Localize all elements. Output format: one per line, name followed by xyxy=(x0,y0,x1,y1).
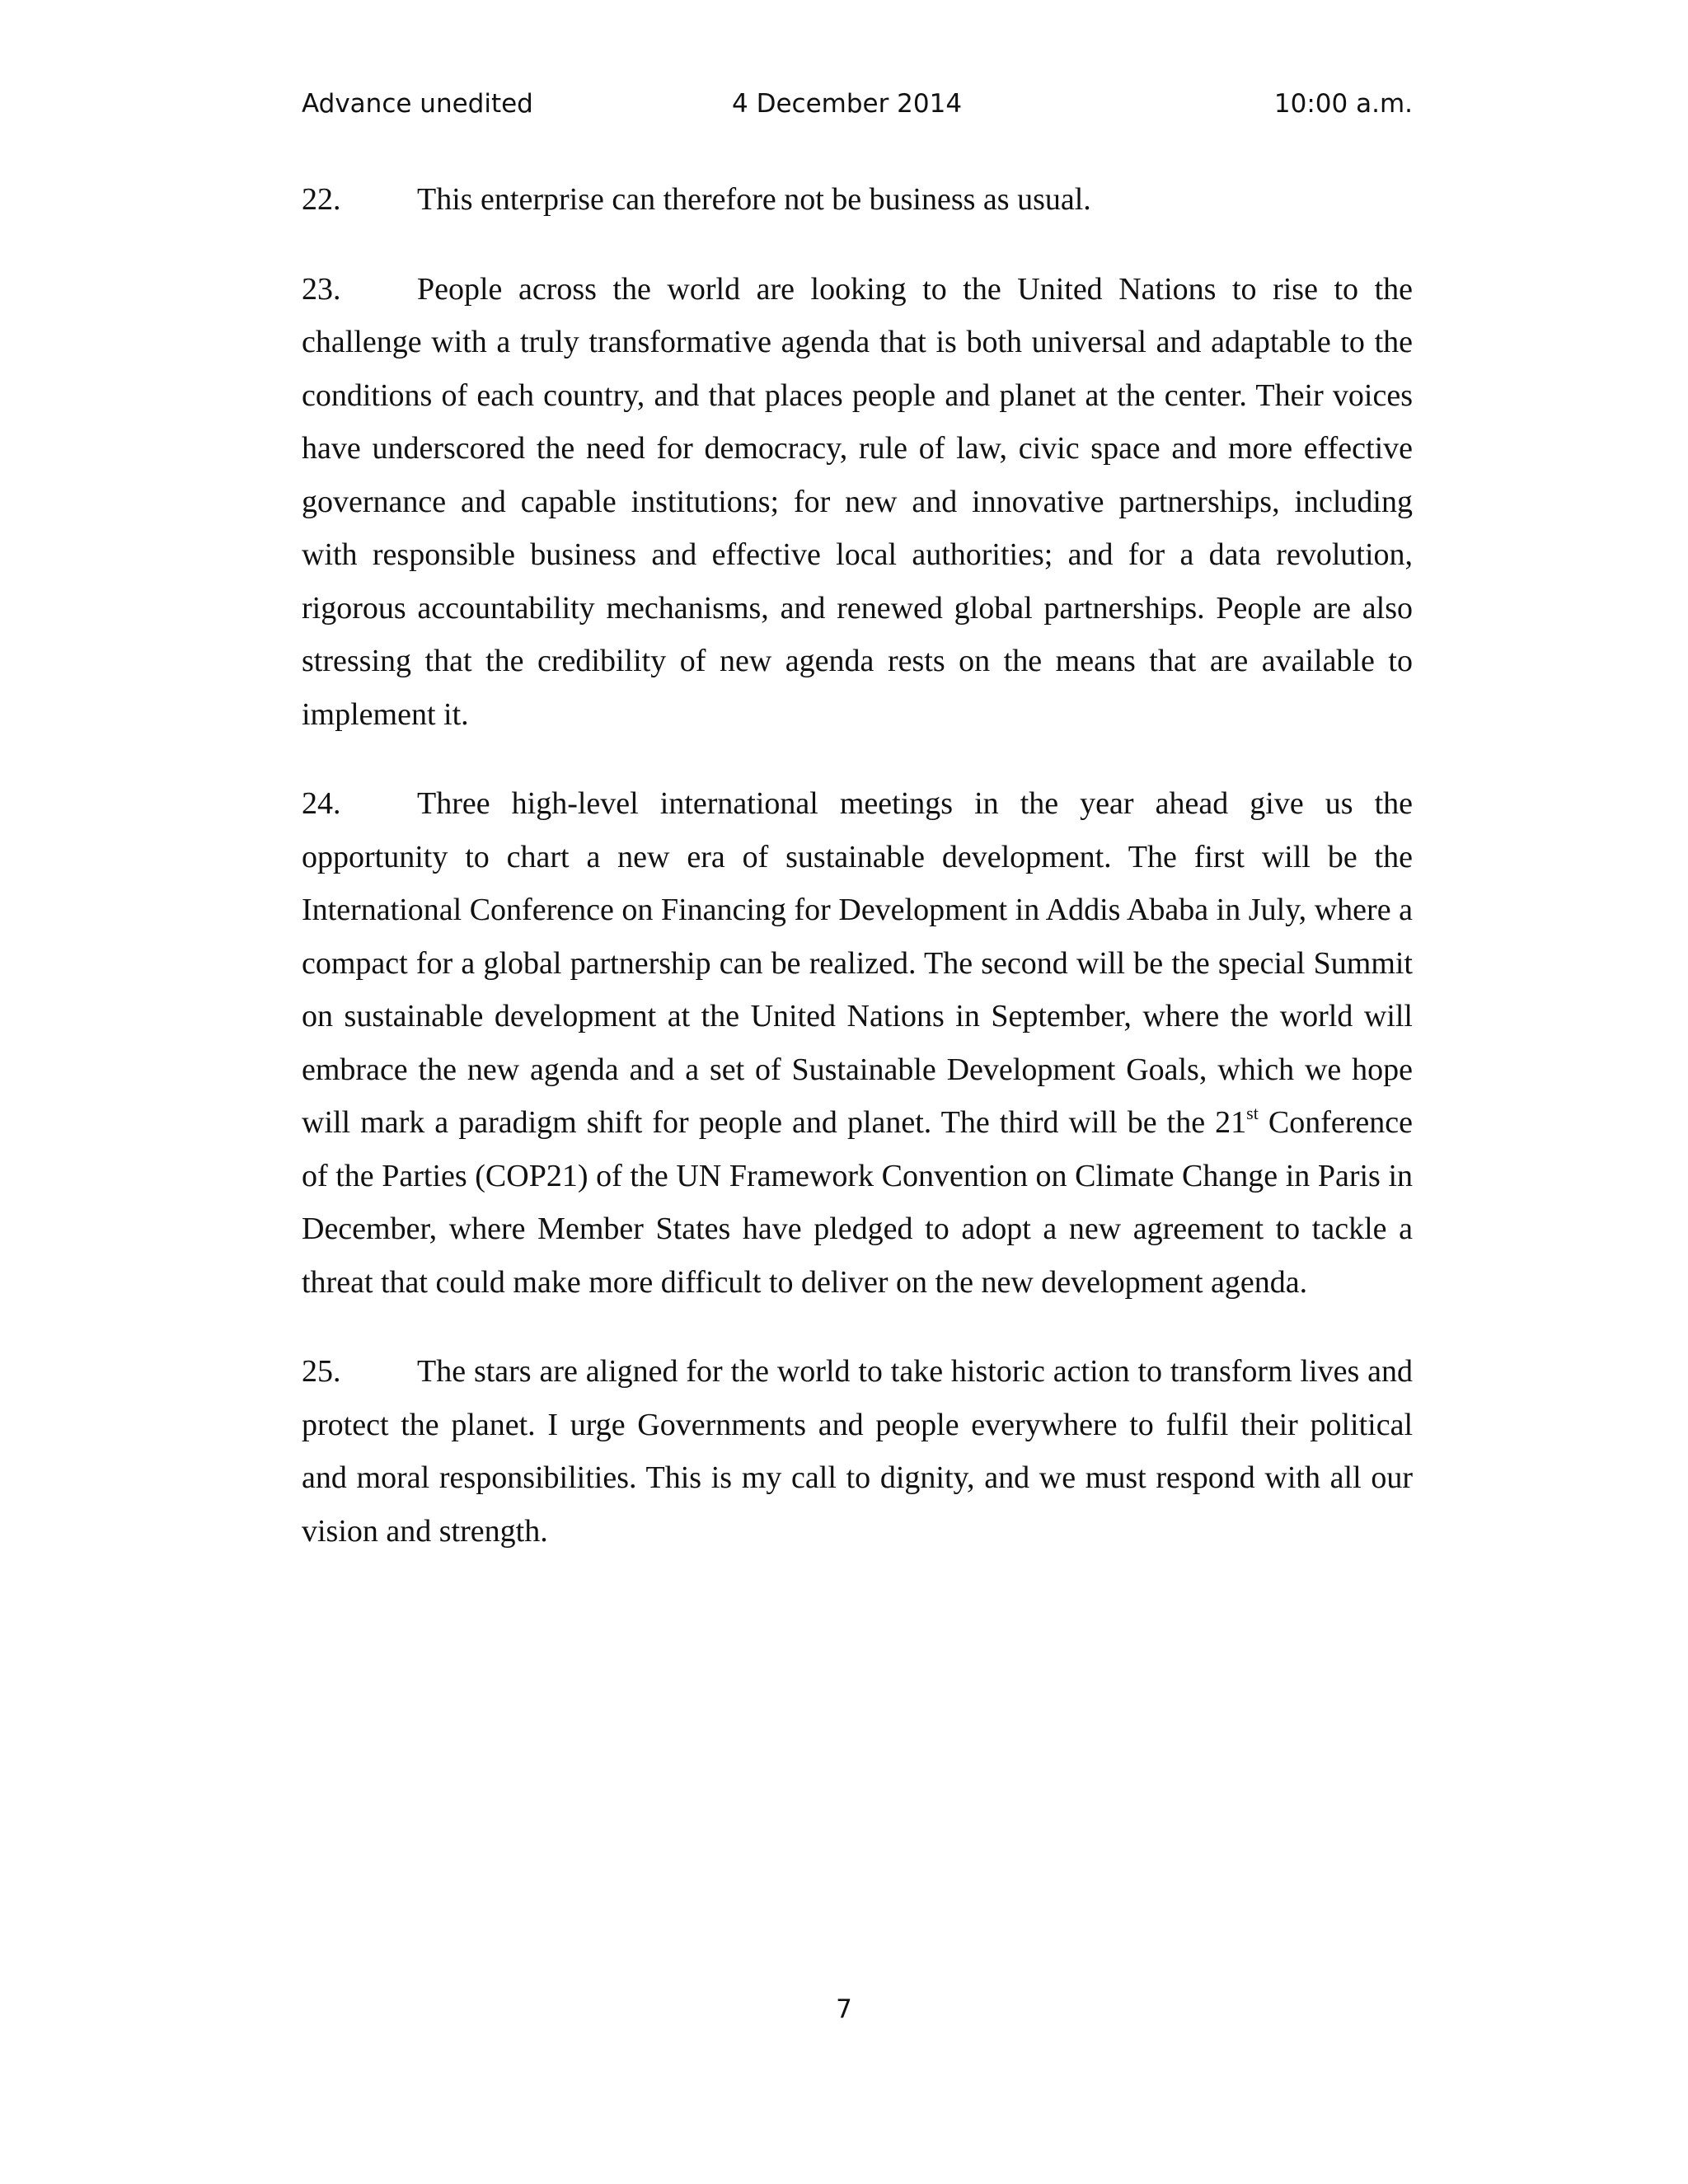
paragraph-23 xyxy=(302,263,1413,742)
header-status: Advance unedited xyxy=(302,89,533,119)
header-date: 4 December 2014 xyxy=(732,89,963,119)
ordinal-superscript: st xyxy=(1246,1103,1259,1123)
paragraph-text: People across the world are looking to the United Nations to rise to the challenge with a truly transformative agenda that is both universal and adaptable to the conditions of each country, and that places people and planet at the center. Their voices have underscored the need for democracy, rule of law, civic space and more effective governance and capable institutions; for new and innovative partnerships, including with responsible business and effective local authorities; and for a data revolution, rigorous accountability mechanisms, and renewed global partnerships. People are also stressing that the credibility of new agenda rests on the means that are available to implement it. xyxy=(302,271,1413,732)
paragraph-24 xyxy=(302,777,1413,1309)
page-number: 7 xyxy=(836,1994,852,2024)
page-header xyxy=(302,89,1413,130)
paragraph-text: The stars are aligned for the world to take historic action to transform lives and protect the planet. I urge Governments and people everywhere to fulfil their political and moral responsibilities. This is my call to dignity, and we must respond with all our vision and strength. xyxy=(302,1354,1413,1549)
paragraph-number: 23. xyxy=(302,271,341,307)
document-body xyxy=(302,173,1413,1594)
paragraph-25 xyxy=(302,1345,1413,1558)
paragraph-text: This enterprise can therefore not be business as usual. xyxy=(417,182,1091,217)
paragraph-number: 25. xyxy=(302,1354,341,1389)
header-time: 10:00 a.m. xyxy=(1273,89,1413,119)
paragraph-number: 22. xyxy=(302,182,341,217)
paragraph-text-part1: Three high-level international meetings in the year ahead give us the opportunity to chart a new era of sustainable development. The first will be the International Conference on Financing for Development in Addis Ababa in July, where a compact for a global partnership can be realized. The second will be the special Summit on sustainable development at the United Nations in September, where the world will embrace the new agenda and a set of Sustainable Development Goals, which we hope will mark a paradigm shift for people and planet. The third will be the 21 xyxy=(302,786,1413,1140)
paragraph-number: 24. xyxy=(302,786,341,821)
paragraph-22 xyxy=(302,173,1413,227)
paragraph-text-part2: Conference of the Parties (COP21) of the UN Framework Convention on Climate Change in Paris in December, where Member States have pledged to adopt a new agreement to tackle a threat that could make more difficult to deliver on the new development agenda. xyxy=(302,1105,1413,1300)
